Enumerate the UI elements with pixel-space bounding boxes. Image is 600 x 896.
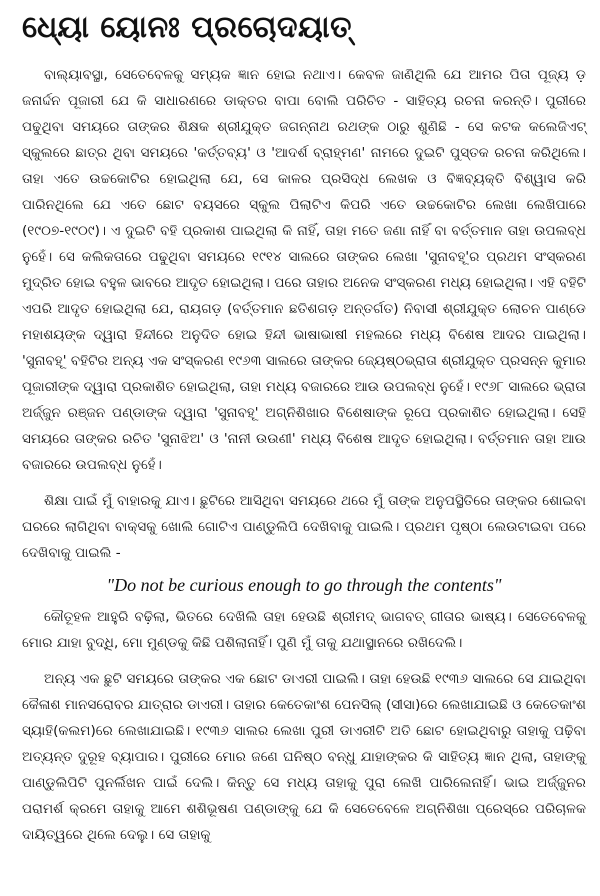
quote-line: "Do not be curious enough to go through the contents" [106, 575, 502, 595]
paragraph-2: ଶିକ୍ଷା ପାଇଁ ମୁଁ ବାହାରକୁ ଯାଏ। ଛୁଟିରେ ଆସିଥିବା ସମୟରେ ଥରେ ମୁଁ ତାଙ୍କ ଅନୁପସ୍ଥିତିରେ ତାଙ୍କର ଶୋଇବା ଘରରେ ଲାଗିଥିବା ବାକ୍ସକୁ ଖୋଲି ଗୋଟିଏ ପାଣ୍ଡୁଲିପି ଦେଖିବାକୁ ପାଇଲି। ପ୍ରଥମ ପୃଷ୍ଠା ଲେଉଟାଇବା ପରେ ଦେଖିବାକୁ ପାଇଲି - [22, 493, 586, 561]
paragraph-gap [22, 478, 586, 488]
paragraph-4: ଅନ୍ୟ ଏକ ଛୁଟି ସମୟରେ ତାଙ୍କର ଏକ ଛୋଟ ଡାଏରୀ ପାଇଲି। ତାହା ହେଉଛି ୧୯୩୬ ସାଲରେ ସେ ଯାଇଥିବା କୈଳାଶ ମାନସରୋବର ଯାତ୍ରାର ଡାଏରୀ। ତାହାର କେତେକାଂଶ ପେନସିଲ୍ (ସୀସା)ରେ ଲେଖାଯାଇଛି ଓ କେତେକାଂଶ ସ୍ୟାହି(କଲମ)ରେ ଲେଖାଯାଇଛି। ୧୯୩୬ ସାଲର ଲେଖା ପୁରୀ ଡାଏରୀଟି ଅତି ଛୋଟ ହୋଇଥିବାରୁ ତାହାକୁ ପଢ଼ିବା ଅତ୍ୟନ୍ତ ଦୁରୂହ ବ୍ୟାପାର। ପୁରୀରେ ମୋର ଜଣେ ଘନିଷ୍ଠ ବନ୍ଧୁ ଯାହାଙ୍କର କି ସାହିତ୍ୟ ଜ୍ଞାନ ଥିଲା, ତାହାଙ୍କୁ ପାଣ୍ଡୁଲିପିଟି ପୁନର୍ଲିଖନ ପାଇଁ ଦେଲି। କିନ୍ତୁ ସେ ମଧ୍ୟ ତାହାକୁ ପୁରା ଲେଖି ପାରିଲେନାହିଁ। ଭାଇ ଅର୍ଜ୍ଜୁନର ପରାମର୍ଶ କ୍ରମେ ତାହାକୁ ଆମେ ଶଶିଭୂଷଣ ପଣ୍ଡାଙ୍କୁ ଯେ କି ସେତେବେଳେ ଅଗ୍ନିଶିଖା ପ୍ରେସ୍‌ରେ ପରିଚାଳକ ଦାୟିତ୍ୱରେ ଥିଲେ ଦେଲୁ। ସେ ତାହାକୁ [22, 671, 586, 843]
page-title: ଧ୍ୟୋ ୟୋନଃ ପ୍ରଚୋଦୟାତ୍ [22, 10, 353, 45]
paragraph-1: ବାଲ୍ୟାବସ୍ଥା, ସେତେବେଳକୁ ସମ୍ୟକ ଜ୍ଞାନ ହୋଇ ନଥାଏ। କେବଳ ଜାଣିଥିଲି ଯେ ଆମର ପିତା ପୂଜ୍ୟ ଡ଼ ଜନାର୍ଦ୍ଦନ ପୂଜାରୀ ଯେ କି ସାଧାରଣରେ ଡାକ୍ତର ବାପା ବୋଲି ପରିଚିତ - ସାହିତ୍ୟ ରଚନା କରନ୍ତି। ପୁରୀରେ ପଢୁଥିବା ସମୟରେ ତାଙ୍କର ଶିକ୍ଷକ ଶ୍ରୀଯୁକ୍ତ ଜଗନ୍ନାଥ ରଥଙ୍କ ଠାରୁ ଶୁଣିଛି - ସେ କଟକ କଲେଜିଏଟ୍ ସ୍କୁଲରେ ଛାତ୍ର ଥିବା ସମୟରେ 'କର୍ତ୍ତବ୍ୟ' ଓ 'ଆଦର୍ଶ ବ୍ରାହ୍ମଣ' ନାମରେ ଦୁଇଟି ପୁସ୍ତକ ରଚନା କରିଥିଲେ। ତାହା ଏତେ ଉଚ୍ଚକୋଟିର ହୋଇଥିଲା ଯେ, ସେ କାଳର ପ୍ରସିଦ୍ଧ ଲେଖକ ଓ ବିଜ୍ଞବ୍ୟକ୍ତି ବିଶ୍ୱାସ କରି ପାରିନଥିଲେ ଯେ ଏତେ ଛୋଟ ବୟସରେ ସ୍କୁଲ ପିଲାଟିଏ କିପରି ଏତେ ଉଚ୍ଚକୋଟିର ଲେଖା ଲେଖିପାରେ (୧୯୦୭-୧୯୦୯)। ଏ ଦୁଇଟି ବହି ପ୍ରକାଶ ପାଇଥିଲା କି ନାହିଁ, ତାହା ମତେ ଜଣା ନାହିଁ ବା ବର୍ତ୍ତମାନ ତାହା ଉପଲବ୍ଧ ନୁହେଁ। ସେ କଲିକତାରେ ପଢୁଥିବା ସମୟରେ ୧୯୧୪ ସାଲରେ ତାଙ୍କର ଲେଖା 'ସୁନାବହୂ'ର ପ୍ରଥମ ସଂସ୍କରଣ ମୁଦ୍ରିତ ହୋଇ ବହୁଳ ଭାବରେ ଆଦୃତ ହୋଇଥିଲା। ପରେ ତାହାର ଅନେକ ସଂସ୍କରଣ ମଧ୍ୟ ହୋଇଥିଲା। ଏହି ବହିଟି ଏପରି ଆଦୃତ ହୋଇଥିଲା ଯେ, ରାୟଗଡ଼ (ବର୍ତ୍ତମାନ ଛତିଶଗଡ଼ ଅନ୍ତର୍ଗତ) ନିବାସୀ ଶ୍ରୀଯୁକ୍ତ ଲୋଚନ ପାଣ୍ଡେ ମହାଶୟଙ୍କ ଦ୍ୱାରା ହିନ୍ଦୀରେ ଅନୁଦିତ ହୋଇ ହିନ୍ଦୀ ଭାଷାଭାଷୀ ମହଲରେ ମଧ୍ୟ ବିଶେଷ ଆଦର ପାଇଥିଲା। 'ସୁନାବହୂ' ବହିଟିର ଅନ୍ୟ ଏକ ସଂସ୍କରଣ ୧୯୬୩ ସାଲରେ ତାଙ୍କର ଜ୍ୟେଷ୍ଠଭ୍ରାତା ଶ୍ରୀଯୁକ୍ତ ପ୍ରସନ୍ନ କୁମାର ପୂଜାରୀଙ୍କ ଦ୍ୱାରା ପ୍ରକାଶିତ ହୋଇଥିଲା, ତାହା ମଧ୍ୟ ବଜାରରେ ଆଉ ଉପଲବ୍ଧ ନୁହେଁ। ୧୯୬୮ ସାଲରେ ଭ୍ରାତା ଅର୍ଜ୍ଜୁନ ରଞ୍ଜନ ପଣ୍ଡାଙ୍କ ଦ୍ୱାରା 'ସୁନାବହୂ' ଅଗ୍ନିଶିଖାର ବିଶେଷାଙ୍କ ରୂପେ ପ୍ରକାଶିତ ହୋଇଥିଲା। ସେହି ସମୟରେ ତାଙ୍କର ରଚିତ 'ସୁନାଝିଅ' ଓ 'ନାନୀ ଉଉଣୀ' ମଧ୍ୟ ବିଶେଷ ଆଦୃତ ହୋଇଥିଲା। ବର୍ତ୍ତମାନ ତାହା ଆଉ ବଜାରରେ ଉପଲବ୍ଧ ନୁହେଁ। [22, 67, 586, 473]
paragraph-gap [22, 656, 586, 666]
paragraph-3: କୌତୂହଳ ଆହୁରି ବଢ଼ିଲା, ଭିତରେ ଦେଖିଲି ତାହା ହେଉଛି ଶ୍ରୀମଦ୍ ଭାଗବତ୍ ଗୀତାର ଭାଷ୍ୟ। ସେତେବେଳକୁ ମୋର ଯାହା ବୁଦ୍ଧି, ମୋ ମୁଣ୍ଡକୁ କିଛି ପଶିଲାନାହିଁ। ପୁଣି ମୁଁ ତାକୁ ଯଥାସ୍ଥାନରେ ରଖିଦେଲି। [22, 609, 586, 651]
